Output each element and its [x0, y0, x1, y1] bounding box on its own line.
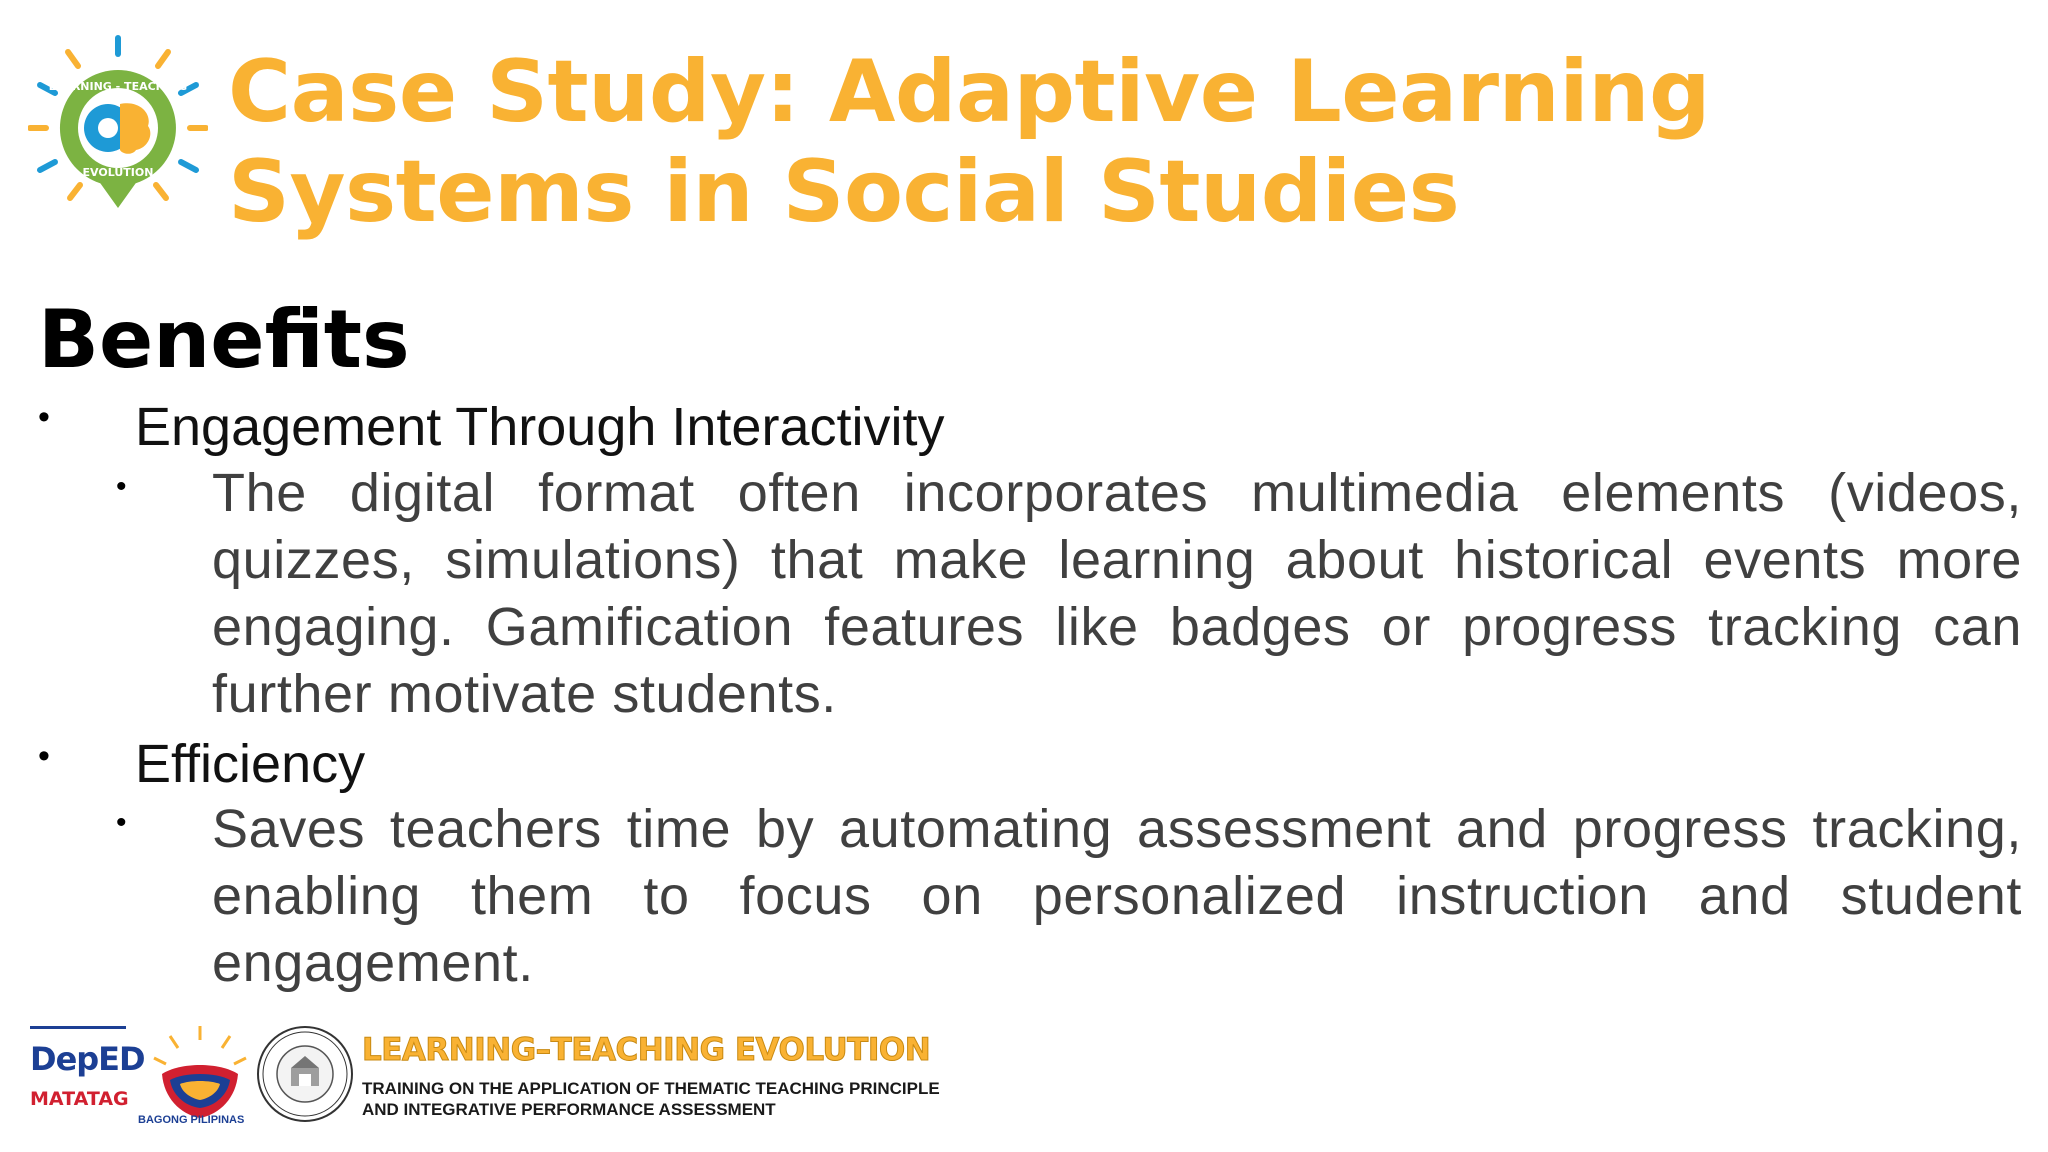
slide-title-line-2: Systems in Social Studies	[228, 142, 1460, 242]
section-2-label: Efficiency	[135, 734, 366, 794]
program-subtitle-line-2: AND INTEGRATIVE PERFORMANCE ASSESSMENT	[362, 1100, 776, 1119]
deped-division-seal	[255, 1024, 355, 1124]
sub-bullet-2: •	[116, 806, 127, 839]
program-title: LEARNING–TEACHING EVOLUTION	[362, 1032, 931, 1068]
deped-logo: DepED	[30, 1040, 145, 1078]
bullet-2: •	[38, 737, 50, 775]
deped-rule	[30, 1026, 126, 1029]
program-subtitle-line-1: TRAINING ON THE APPLICATION OF THEMATIC TEACHING PRINCIPLE	[362, 1079, 940, 1098]
section-heading: Benefits	[38, 293, 410, 386]
footer	[30, 1022, 1030, 1132]
logo-bottom-text: EVOLUTION	[82, 166, 154, 179]
bullet-1: •	[38, 398, 50, 436]
learning-teaching-evolution-logo	[28, 30, 208, 210]
bagong-pilipinas-label: BAGONG PILIPINAS	[138, 1114, 245, 1126]
logo-top-text: LEARNING - TEACHING	[48, 80, 188, 93]
sub-bullet-1: •	[116, 470, 127, 503]
section-2-text: Saves teachers time by automating assessment and progress tracking, enabling them to focus on personalized instruction and student engagement.	[212, 799, 2022, 993]
matatag-logo: MATATAG	[30, 1088, 129, 1110]
program-subtitle	[362, 1078, 940, 1120]
section-1-label: Engagement Through Interactivity	[135, 397, 945, 457]
slide-title	[228, 42, 1988, 242]
section-1-text: The digital format often incorporates multimedia elements (videos, quizzes, simulations) that make learning about historical events more engaging. Gamification features like badges or progress tracking can further motivate students.	[212, 463, 2022, 724]
slide-title-line-1: Case Study: Adaptive Learning	[228, 42, 1711, 142]
